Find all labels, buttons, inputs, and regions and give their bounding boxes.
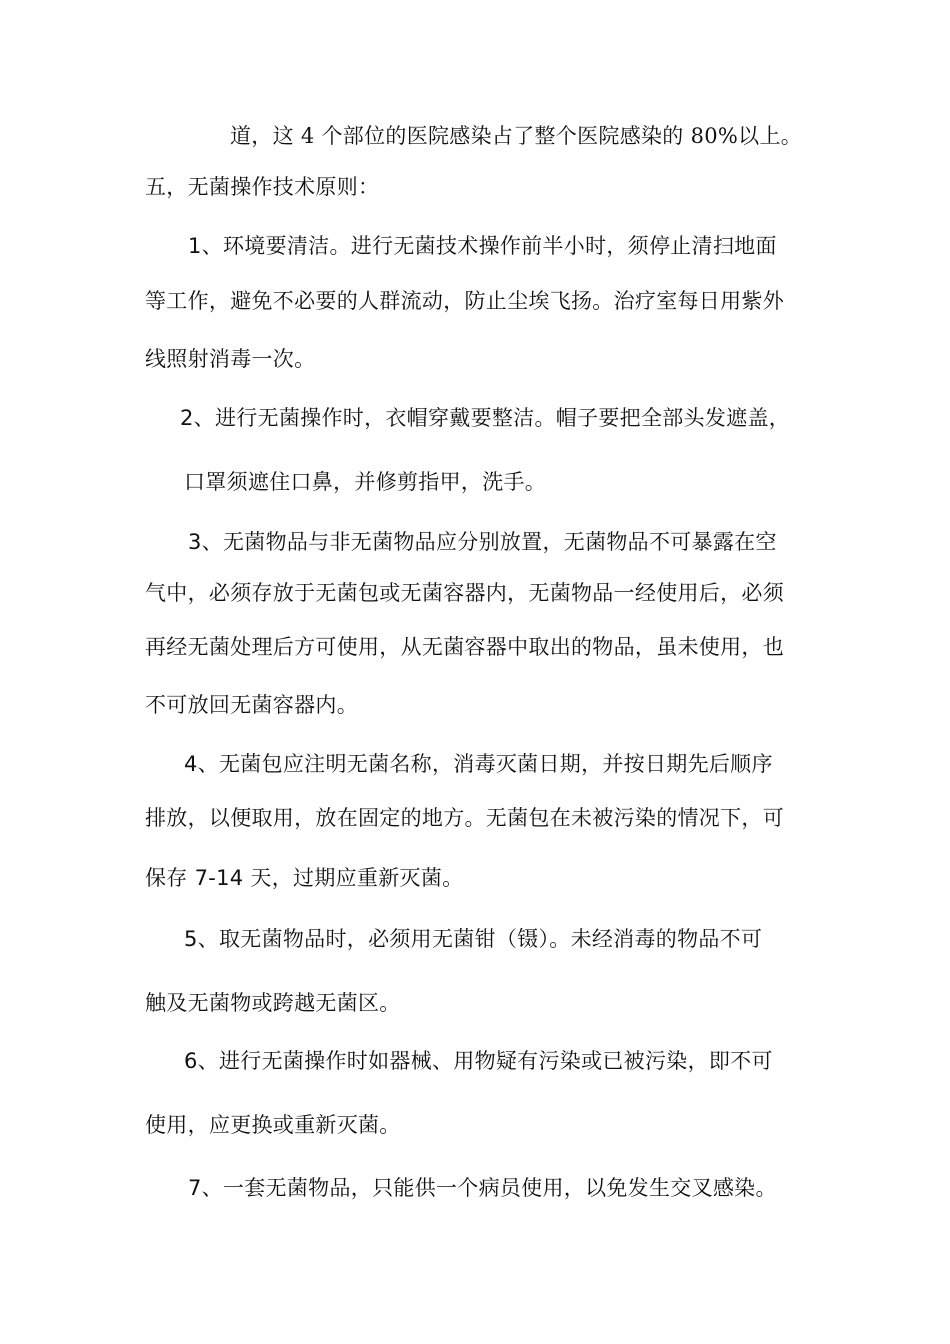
text-line: 再经无菌处理后方可使用，从无菌容器中取出的物品，虽未使用，也 (145, 635, 784, 659)
text-line: 不可放回无菌容器内。 (145, 693, 358, 717)
text-line: 3、无菌物品与非无菌物品应分别放置，无菌物品不可暴露在空 (188, 530, 777, 554)
text-line: 线照射消毒一次。 (145, 347, 316, 371)
text-line: 2、进行无菌操作时，衣帽穿戴要整洁。帽子要把全部头发遮盖， (180, 406, 791, 430)
text-line: 口罩须遮住口鼻，并修剪指甲，洗手。 (184, 470, 547, 494)
text-line: 道，这 4 个部位的医院感染占了整个医院感染的 80%以上。 (230, 124, 803, 148)
text-line: 排放，以便取用，放在固定的地方。无菌包在未被污染的情况下，可 (145, 806, 784, 830)
text-line: 1、环境要清洁。进行无菌技术操作前半小时，须停止清扫地面 (188, 234, 777, 258)
section-heading: 五，无菌操作技术原则： (145, 175, 380, 199)
text-line: 7、一套无菌物品，只能供一个病员使用，以免发生交叉感染。 (188, 1176, 777, 1200)
text-line: 触及无菌物或跨越无菌区。 (145, 991, 401, 1015)
text-line: 5、取无菌物品时，必须用无菌钳（镊）。未经消毒的物品不可 (184, 927, 763, 951)
text-line: 6、进行无菌操作时如器械、用物疑有污染或已被污染，即不可 (184, 1049, 773, 1073)
text-line: 气中，必须存放于无菌包或无菌容器内，无菌物品一经使用后，必须 (145, 581, 784, 605)
text-line: 使用，应更换或重新灭菌。 (145, 1113, 401, 1137)
text-line: 4、无菌包应注明无菌名称，消毒灭菌日期，并按日期先后顺序 (184, 752, 773, 776)
text-line: 保存 7-14 天，过期应重新灭菌。 (145, 866, 464, 890)
text-line: 等工作，避免不必要的人群流动，防止尘埃飞扬。治疗室每日用紫外 (145, 289, 784, 313)
